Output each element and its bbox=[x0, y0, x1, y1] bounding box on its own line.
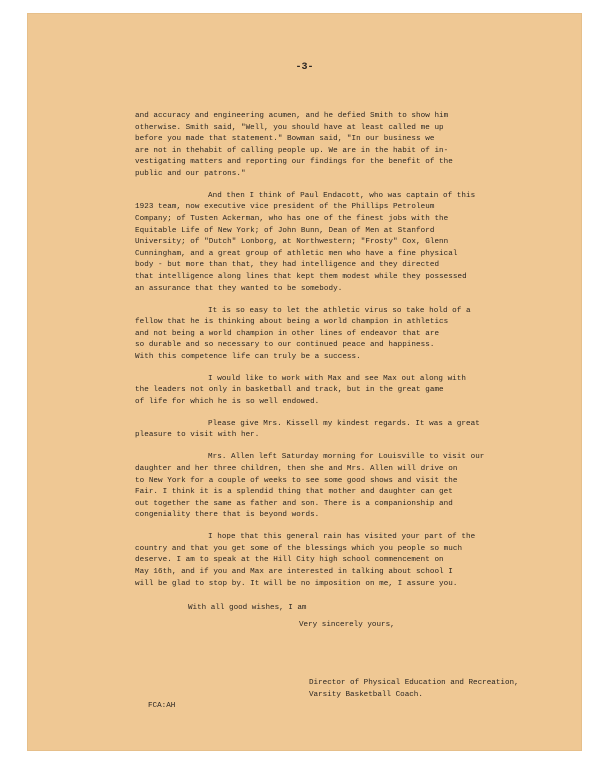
signature-block bbox=[309, 678, 519, 701]
paragraph-1: and accuracy and engineering acumen, and he defied Smith to show him otherwise. Smith said, "Well, you should have at least called me up before you made that statement." Bowman said, "In our business we are not in thehabit of calling people up. We are in the habit of in- vestigating matters and reporting our findings for the benefit of the public and our patrons." bbox=[135, 112, 453, 178]
reference-initials: FCA:AH bbox=[148, 702, 176, 710]
letter-body bbox=[135, 111, 555, 600]
salutation: With all good wishes, I am bbox=[188, 604, 307, 612]
page-number: -3- bbox=[295, 62, 314, 73]
paragraph-6: Mrs. Allen left Saturday morning for Louisville to visit our daughter and her three children, then she and Mrs. Allen will drive on to New York for a couple of weeks to see some good shows and visit the Fair. I think it is a splendid thing that mother and daughter can get out together the same as father and son. There is a companionship and congeniality there that is beyond words. bbox=[135, 453, 485, 520]
signature-title-line-2: Varsity Basketball Coach. bbox=[309, 690, 423, 699]
signoff: Very sincerely yours, bbox=[299, 621, 395, 629]
paragraph-4: I would like to work with Max and see Max out along with the leaders not only in basketball and track, but in the great game of life for which he is so well endowed. bbox=[135, 374, 466, 406]
paragraph-3: It is so easy to let the athletic virus so take hold of a fellow that he is thinking about being a world champion in athletics and not being a world champion in other lines of endeavor that are so durable and so necessary to our continued peace and happiness. With this competence life can truly be a success. bbox=[135, 306, 471, 361]
letter-page bbox=[28, 14, 581, 750]
paragraph-5: Please give Mrs. Kissell my kindest regards. It was a great pleasure to visit with her. bbox=[135, 419, 480, 440]
signature-title-line-1: Director of Physical Education and Recreation, bbox=[309, 679, 519, 687]
paragraph-2: And then I think of Paul Endacott, who was captain of this 1923 team, now executive vice president of the Phillips Petroleum Company; of Tusten Ackerman, who has one of the finest jobs with the Equitable Life of New York; of John Bunn, Dean of Men at Stanford University; of "Dutch" Lonborg, at Northwestern; "Frosty" Cox, Glenn Cunningham, and a great group of athletic men who have a fine physical body - but more than that, they had intelligence and they directed that intelligence along lines that kept them modest while they possessed an assurance that they wanted to be somebody. bbox=[135, 191, 476, 293]
paragraph-7: I hope that this general rain has visited your part of the country and that you get some of the blessings which you people so much deserve. I am to speak at the Hill City high school commencement on May 16th, and if you and Max are interested in talking about school I will be glad to stop by. It will be no imposition on me, I assure you. bbox=[135, 533, 476, 588]
